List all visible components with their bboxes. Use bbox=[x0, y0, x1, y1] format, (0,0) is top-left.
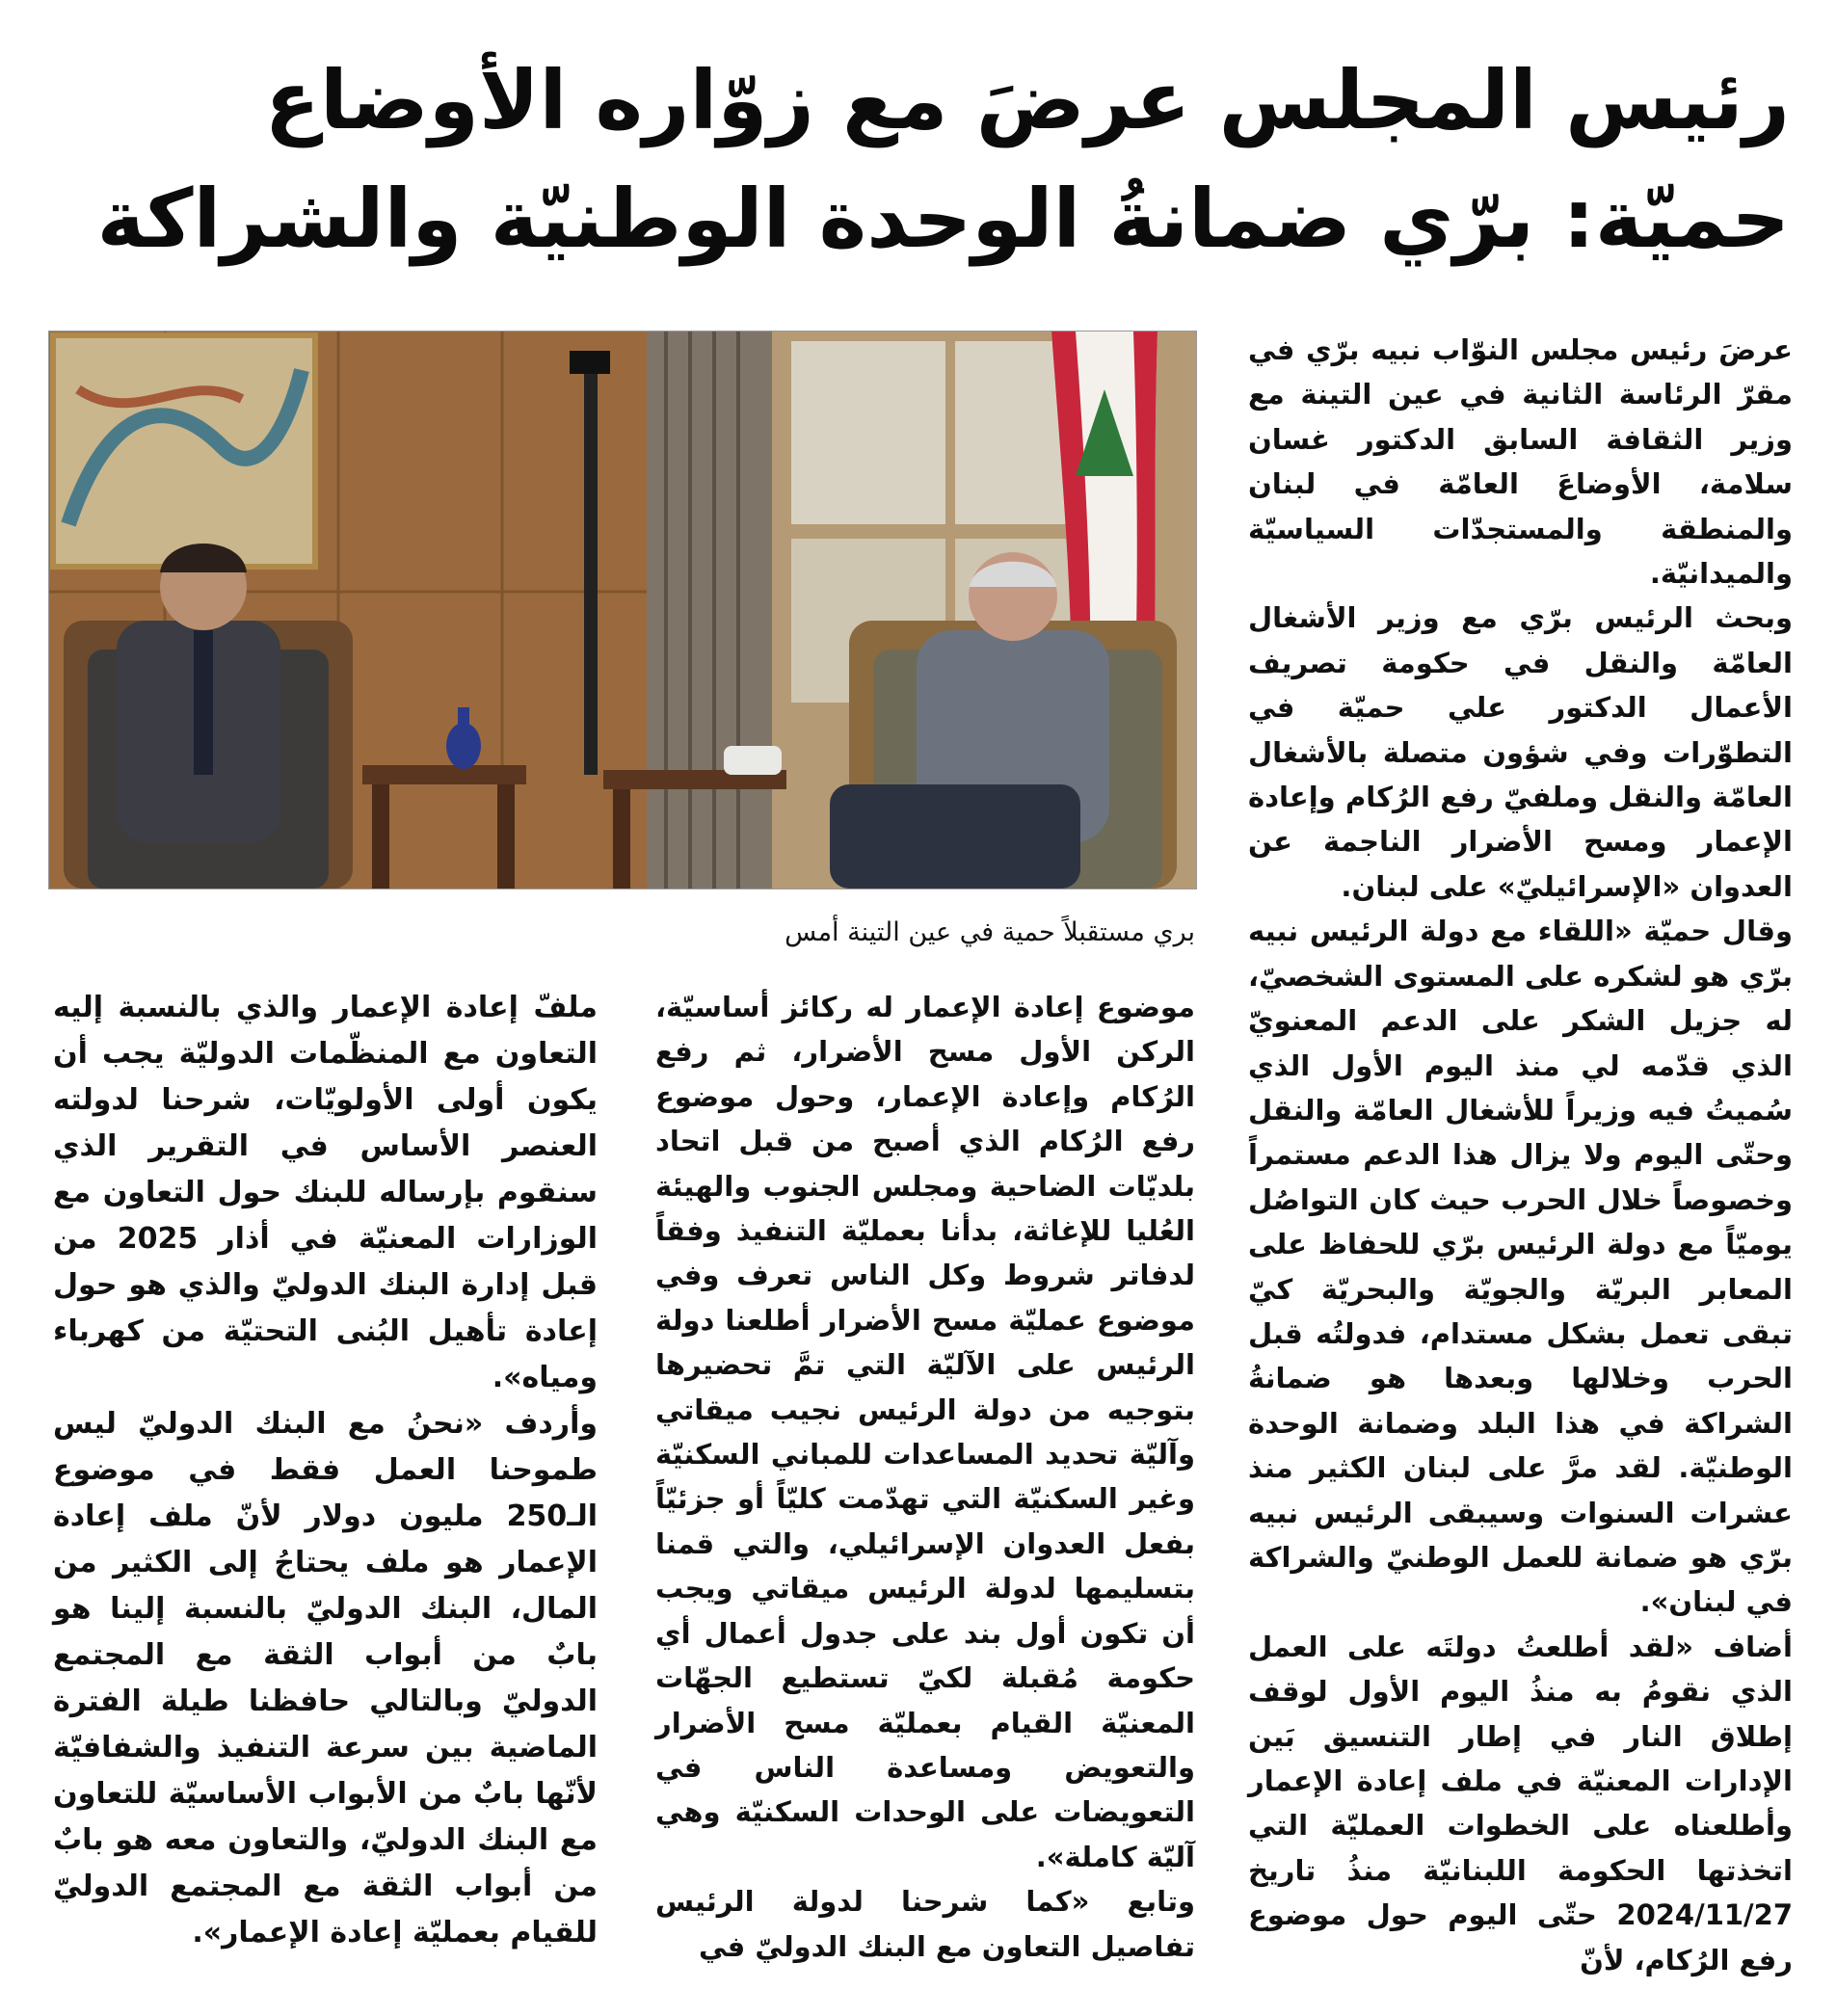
paragraph: وقال حميّة «اللقاء مع دولة الرئيس نبيه برّي هو لشكره على المستوى الشخصيّ، له جزيل الشكر على الدعم المعنويّ الذي قدّمه لي منذ اليوم الأول الذي سُميتُ فيه وزيراً للأشغال العامّة والنقل وحتّى اليوم ولا يزال هذا الدعم مستمراً وخصوصاً خلال الحرب حيث كان التواصُل يوميّاً مع دولة الرئيس برّي للحفاظ على المعابر البريّة والجويّة والبحريّة كيّ تبقى تعمل بشكل مستدام، فدولتُه قبل الحرب وخلالها وبعدها هو ضمانةُ الشراكة في هذا البلد وضمانة الوحدة الوطنيّة. لقد مرَّ على لبنان الكثير منذ عشرات السنوات وسيبقى الرئيس نبيه برّي هو ضمانة للعمل الوطنيّ والشراكة في لبنان». bbox=[1248, 915, 1793, 1619]
article-column-middle bbox=[655, 985, 1195, 1997]
paragraph: وتابع «كما شرحنا لدولة الرئيس تفاصيل التعاون مع البنك الدوليّ في bbox=[655, 1885, 1195, 1963]
photo-caption: بري مستقبلاً حمية في عين التينة أمس bbox=[785, 917, 1195, 947]
paragraph: أضاف «لقد أطلعتُ دولتَه على العمل الذي نقومُ به منذُ اليوم الأول لوقف إطلاق النار في إطار التنسيق بَين الإدارات المعنيّة في ملف إعادة الإعمار وأطلعناه على الخطوات العمليّة التي اتخذتها الحكومة اللبنانيّة منذُ تاريخ 2024/11/27 حتّى اليوم حول موضوع رفع الرُكام، لأنّ bbox=[1248, 1630, 1793, 1976]
paragraph: وأردف «نحنُ مع البنك الدوليّ ليس طموحنا العمل فقط في موضوع الـ250 مليون دولار لأنّ ملف إعادة الإعمار هو ملف يحتاجُ إلى الكثير من المال، البنك الدوليّ بالنسبة إلينا هو بابٌ من أبواب الثقة مع المجتمع الدوليّ وبالتالي حافظنا طيلة الفترة الماضية بين سرعة التنفيذ والشفافيّة لأنّها بابٌ من الأبواب الأساسيّة للتعاون مع البنك الدوليّ، والتعاون معه هو بابٌ من أبواب الثقة مع المجتمع الدوليّ للقيام بعمليّة إعادة الإعمار». bbox=[53, 1407, 598, 1950]
headline-line-2: حميّة: برّي ضمانةُ الوحدة الوطنيّة والشراكة bbox=[96, 172, 1790, 266]
headline-line-1: رئيس المجلس عرضَ مع زوّاره الأوضاع bbox=[264, 53, 1790, 147]
article-column-right bbox=[1248, 328, 1793, 1995]
news-photo bbox=[48, 331, 1197, 889]
paragraph: ملفّ إعادة الإعمار والذي بالنسبة إليه التعاون مع المنظّمات الدوليّة يجب أن يكون أولى الأولويّات، شرحنا لدولته العنصر الأساس في التقرير الذي سنقوم بإرساله للبنك حول التعاون مع الوزارات المعنيّة في أذار 2025 من قبل إدارة البنك الدوليّ والذي هو حول إعادة تأهيل البُنى التحتيّة من كهرباء ومياه». bbox=[53, 991, 598, 1394]
paragraph: عرضَ رئيس مجلس النوّاب نبيه برّي في مقرّ الرئاسة الثانية في عين التينة مع وزير الثقافة السابق الدكتور غسان سلامة، الأوضاعَ العامّة في لبنان والمنطقة والمستجدّات السياسيّة والميدانيّة. bbox=[1248, 333, 1793, 591]
article-column-left bbox=[53, 985, 598, 1997]
paragraph: موضوع إعادة الإعمار له ركائز أساسيّة، الركن الأول مسح الأضرار، ثم رفع الرُكام وإعادة الإعمار، وحول موضوع رفع الرُكام الذي أصبح من قبل اتحاد بلديّات الضاحية ومجلس الجنوب والهيئة العُليا للإغاثة، بدأنا بعمليّة التنفيذ وفقاً لدفاتر شروط وكل الناس تعرف وفي موضوع عمليّة مسح الأضرار أطلعنا دولة الرئيس على الآليّة التي تمَّ تحضيرها بتوجيه من دولة الرئيس نجيب ميقاتي وآليّة تحديد المساعدات للمباني السكنيّة وغير السكنيّة التي تهدّمت كليّاً أو جزئيّاً بفعل العدوان الإسرائيلي، والتي قمنا بتسليمها لدولة الرئيس ميقاتي ويجب أن تكون أول بند على جدول أعمال أي حكومة مُقبلة لكيّ تستطيع الجهّات المعنيّة القيام بعمليّة مسح الأضرار والتعويض ومساعدة الناس في التعويضات على الوحدات السكنيّة وهي آليّة كاملة». bbox=[655, 991, 1195, 1873]
paragraph: وبحث الرئيس برّي مع وزير الأشغال العامّة والنقل في حكومة تصريف الأعمال الدكتور علي حميّة في التطوّرات وفي شؤون متصلة بالأشغال العامّة والنقل وملفيّ رفع الرُكام وإعادة الإعمار ومسح الأضرار الناجمة عن العدوان «الإسرائيليّ» على لبنان. bbox=[1248, 601, 1793, 903]
photo-illustration bbox=[49, 332, 1196, 889]
